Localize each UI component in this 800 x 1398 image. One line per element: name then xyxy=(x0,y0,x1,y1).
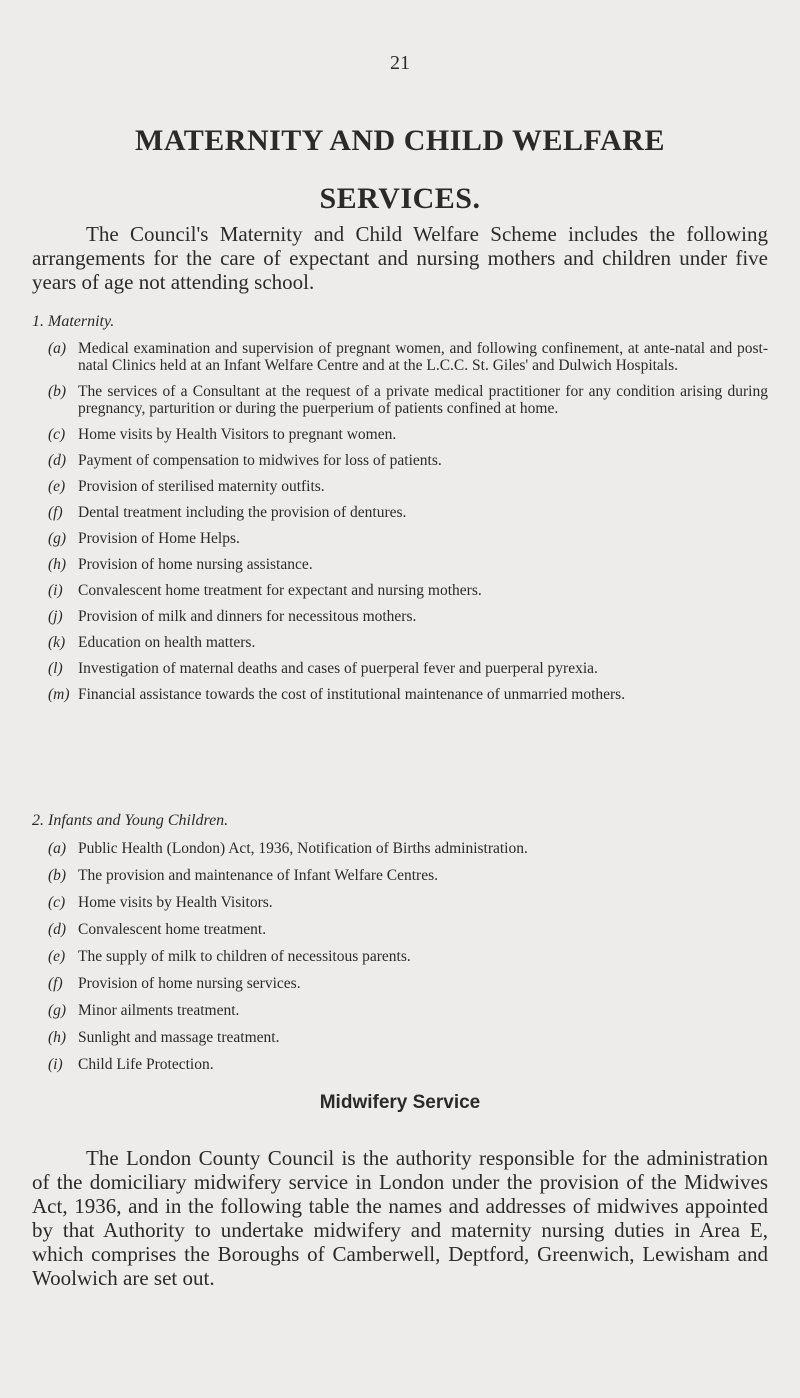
title-line-2: SERVICES. xyxy=(319,182,481,215)
maternity-heading: 1. Maternity. xyxy=(32,313,115,330)
item-text: Public Health (London) Act, 1936, Notification of Births administration. xyxy=(78,840,528,857)
list-item xyxy=(48,1029,768,1046)
item-text: Provision of sterilised maternity outfits. xyxy=(78,478,325,495)
item-letter: (g) xyxy=(48,530,67,547)
item-text: Provision of Home Helps. xyxy=(78,530,240,547)
item-letter: (m) xyxy=(48,686,70,703)
item-letter: (c) xyxy=(48,894,66,911)
list-item xyxy=(48,608,768,625)
page-number: 21 xyxy=(390,52,410,74)
item-text: Convalescent home treatment. xyxy=(78,921,267,938)
list-item xyxy=(48,530,768,547)
item-text: Provision of home nursing services. xyxy=(78,975,301,992)
item-text: Financial assistance towards the cost of institutional maintenance of unmarried mothers. xyxy=(78,686,626,703)
list-item xyxy=(48,840,768,857)
item-text: Minor ailments treatment. xyxy=(78,1002,240,1019)
item-text: Home visits by Health Visitors. xyxy=(78,894,273,911)
item-letter: (c) xyxy=(48,426,66,443)
item-letter: (h) xyxy=(48,1029,67,1046)
list-item xyxy=(48,452,768,469)
item-text: The supply of milk to children of necessitous parents. xyxy=(78,948,411,965)
infants-heading: 2. Infants and Young Children. xyxy=(32,812,229,829)
item-text: Payment of compensation to midwives for loss of patients. xyxy=(78,452,442,469)
item-letter: (f) xyxy=(48,975,63,992)
list-item xyxy=(48,921,768,938)
maternity-list xyxy=(48,340,768,712)
list-item xyxy=(48,383,768,417)
item-letter: (i) xyxy=(48,1056,63,1073)
list-item xyxy=(48,340,768,374)
item-letter: (a) xyxy=(48,840,67,857)
item-letter: (k) xyxy=(48,634,66,651)
list-item xyxy=(48,478,768,495)
item-letter: (g) xyxy=(48,1002,67,1019)
item-letter: (a) xyxy=(48,340,67,357)
item-text: The services of a Consultant at the request of a private medical practitioner for any condition arising during pregnancy, parturition or during the puerperium of patients confined at home. xyxy=(78,383,768,417)
item-letter: (h) xyxy=(48,556,67,573)
list-item xyxy=(48,556,768,573)
list-item xyxy=(48,634,768,651)
item-text: Provision of home nursing assistance. xyxy=(78,556,313,573)
list-item xyxy=(48,660,768,677)
list-item xyxy=(48,948,768,965)
item-letter: (d) xyxy=(48,452,67,469)
item-letter: (d) xyxy=(48,921,67,938)
item-text: Education on health matters. xyxy=(78,634,256,651)
list-item xyxy=(48,975,768,992)
item-letter: (e) xyxy=(48,478,66,495)
midwifery-heading: Midwifery Service xyxy=(319,1092,481,1113)
midwifery-paragraph: The London County Council is the authority responsible for the administration of the domiciliary midwifery service in London under the provision of the Midwives Act, 1936, and in the following table the names and addresses of midwives appointed by that Authority to undertake midwifery and maternity nursing duties in Area E, which comprises the Boroughs of Camberwell, Deptford, Greenwich, Lewisham and Woolwich are set out. xyxy=(32,1146,768,1290)
page-title xyxy=(0,112,800,228)
item-letter: (b) xyxy=(48,867,67,884)
list-item xyxy=(48,867,768,884)
item-text: Dental treatment including the provision of dentures. xyxy=(78,504,407,521)
list-item xyxy=(48,686,768,703)
item-letter: (b) xyxy=(48,383,67,400)
item-letter: (i) xyxy=(48,582,63,599)
title-line-1: MATERNITY AND CHILD WELFARE xyxy=(135,124,665,157)
item-text: Medical examination and supervision of pregnant women, and following confinement, at ante-natal and post-natal Clinics held at an Infant Welfare Centre and at the L.C.C. St. Giles' and Dulwich Hospitals. xyxy=(78,340,768,374)
intro-paragraph: The Council's Maternity and Child Welfare Scheme includes the following arrangements for the care of expectant and nursing mothers and children under five years of age not attending school. xyxy=(32,222,768,294)
item-text: Child Life Protection. xyxy=(78,1056,214,1073)
item-letter: (f) xyxy=(48,504,63,521)
list-item xyxy=(48,426,768,443)
infants-list xyxy=(48,840,768,1083)
item-letter: (j) xyxy=(48,608,63,625)
list-item xyxy=(48,894,768,911)
list-item xyxy=(48,582,768,599)
item-letter: (l) xyxy=(48,660,63,677)
list-item xyxy=(48,504,768,521)
item-letter: (e) xyxy=(48,948,66,965)
item-text: The provision and maintenance of Infant Welfare Centres. xyxy=(78,867,438,884)
list-item xyxy=(48,1056,768,1073)
item-text: Investigation of maternal deaths and cases of puerperal fever and puerperal pyrexia. xyxy=(78,660,598,677)
item-text: Home visits by Health Visitors to pregnant women. xyxy=(78,426,397,443)
list-item xyxy=(48,1002,768,1019)
item-text: Convalescent home treatment for expectant and nursing mothers. xyxy=(78,582,482,599)
item-text: Sunlight and massage treatment. xyxy=(78,1029,280,1046)
item-text: Provision of milk and dinners for necessitous mothers. xyxy=(78,608,417,625)
